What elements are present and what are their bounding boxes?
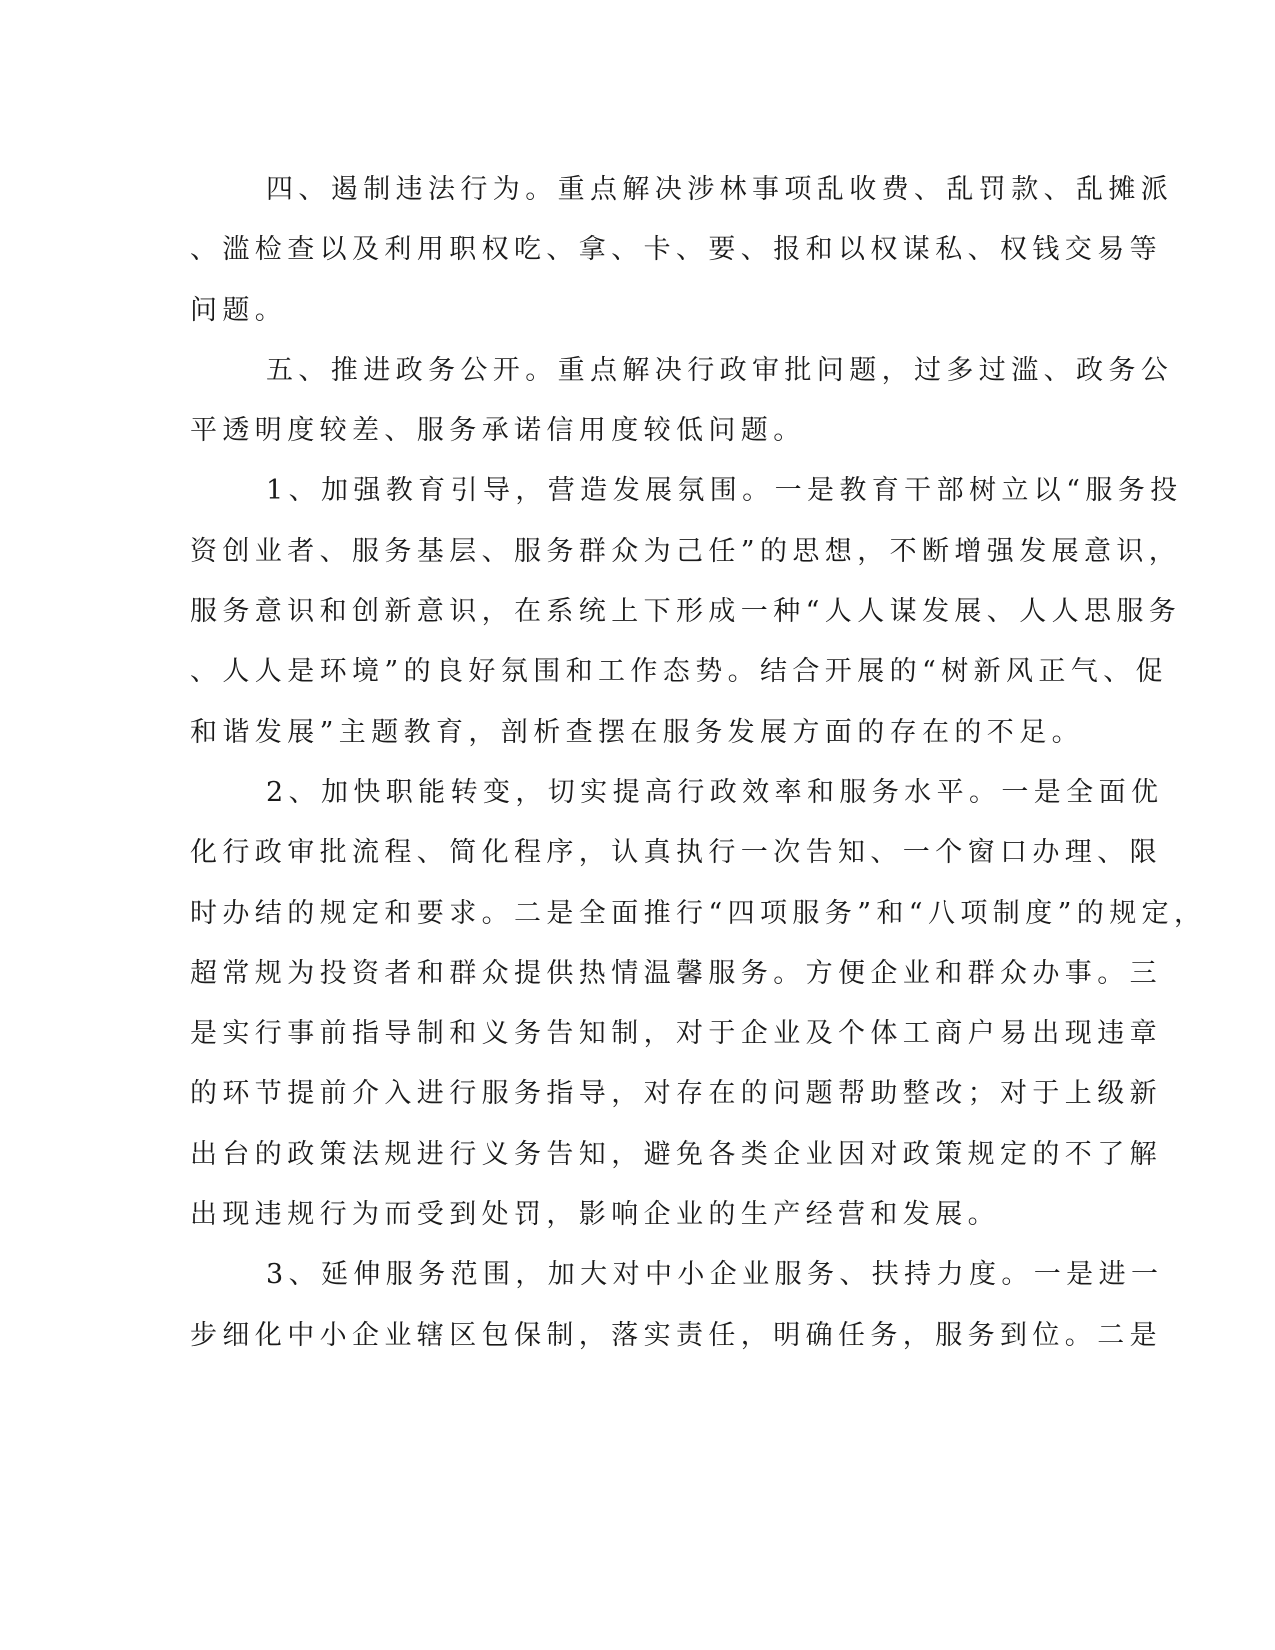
paragraph-line: 是实行事前指导制和义务告知制，对于企业及个体工商户易出现违章: [190, 1018, 1162, 1050]
paragraph-line: 和谐发展”主题教育，剖析查摆在服务发展方面的存在的不足。: [190, 716, 1085, 748]
paragraph-line: 出现违规行为而受到处罚，影响企业的生产经营和发展。: [190, 1199, 1000, 1231]
paragraph-line: 四、遏制违法行为。重点解决涉林事项乱收费、乱罚款、乱摊派: [266, 174, 1174, 205]
paragraph-line: 化行政审批流程、简化程序，认真执行一次告知、一个窗口办理、限: [190, 837, 1162, 869]
paragraph-line: 超常规为投资者和群众提供热情温馨服务。方便企业和群众办事。三: [190, 957, 1162, 989]
paragraph-item-1-education: [190, 461, 1183, 762]
paragraph-line: 服务意识和创新意识，在系统上下形成一种“人人谋发展、人人思服务: [190, 596, 1182, 628]
paragraph-line: 1、加强教育引导，营造发展氛围。一是教育干部树立以“服务投: [266, 475, 1183, 507]
paragraph-curb-illegal-acts: [190, 160, 1174, 341]
paragraph-item-3-service-scope: [190, 1245, 1164, 1366]
paragraph-line: 2、加快职能转变，切实提高行政效率和服务水平。一是全面优: [266, 776, 1164, 808]
paragraph-line: 五、推进政务公开。重点解决行政审批问题，过多过滥、政务公: [266, 354, 1174, 386]
paragraph-line: 资创业者、服务基层、服务群众为己任”的思想，不断增强发展意识，: [190, 535, 1182, 567]
paragraph-line: 时办结的规定和要求。二是全面推行“四项服务”和“八项制度”的规定，: [190, 897, 1207, 929]
paragraph-line: 步细化中小企业辖区包保制，落实责任，明确任务，服务到位。二是: [190, 1319, 1162, 1351]
paragraph-line: 问题。: [190, 294, 288, 326]
document-body: [190, 160, 1207, 1366]
paragraph-item-2-function-transformation: [190, 763, 1207, 1245]
paragraph-line: 平透明度较差、服务承诺信用度较低问题。: [190, 415, 806, 447]
paragraph-line: 、滥检查以及利用职权吃、拿、卡、要、报和以权谋私、权钱交易等: [190, 234, 1162, 266]
paragraph-government-affairs-openness: [190, 341, 1174, 462]
paragraph-line: 出台的政策法规进行义务告知，避免各类企业因对政策规定的不了解: [190, 1138, 1162, 1170]
paragraph-line: 的环节提前介入进行服务指导，对存在的问题帮助整改；对于上级新: [190, 1078, 1162, 1110]
paragraph-line: 、人人是环境”的良好氛围和工作态势。结合开展的“树新风正气、促: [190, 656, 1169, 688]
paragraph-line: 3、延伸服务范围，加大对中小企业服务、扶持力度。一是进一: [266, 1259, 1164, 1291]
